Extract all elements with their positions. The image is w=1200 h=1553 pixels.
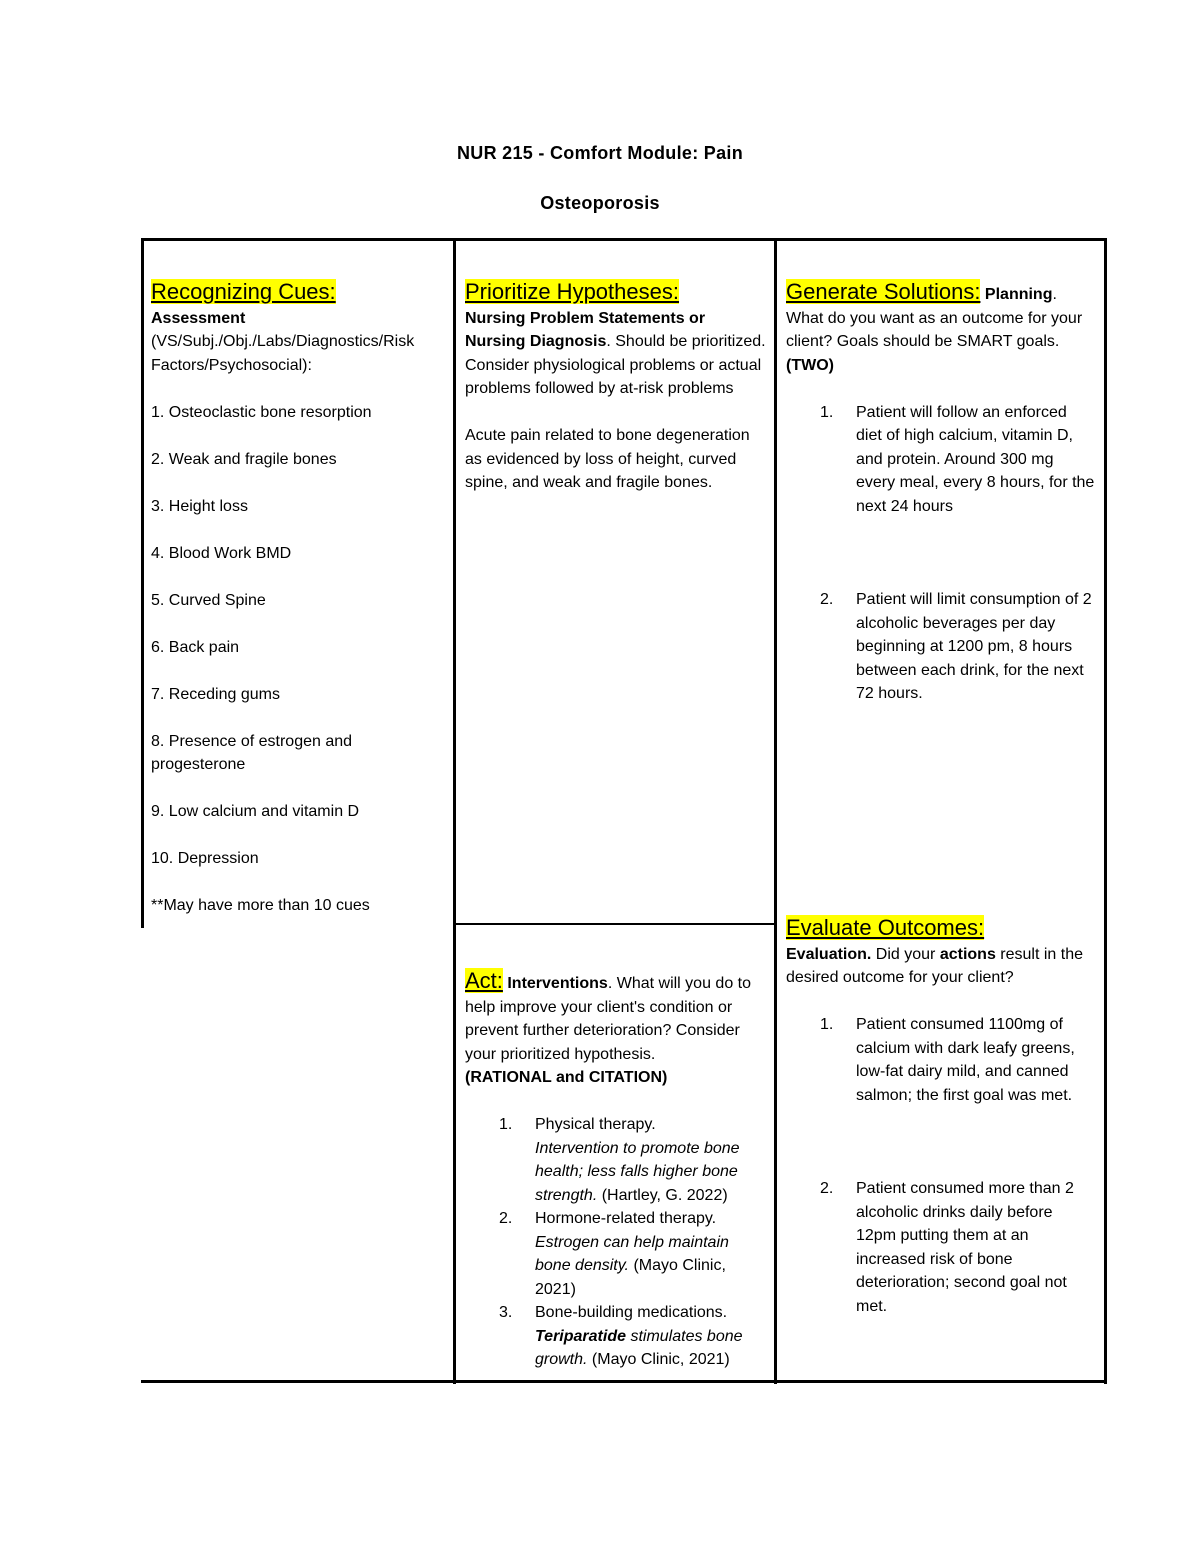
- intervention-item: 3. Bone-building medications. Teriparatide stimulates bone growth. (Mayo Clinic, 2021): [499, 1304, 743, 1368]
- recognizing-cues-heading: Recognizing Cues:: [151, 279, 336, 304]
- cue-item: 6. Back pain: [151, 638, 240, 656]
- cue-item: 10. Depression: [151, 850, 259, 867]
- outcome-item: 1. Patient consumed 1100mg of calcium with dark leafy greens, low-fat dairy mild, and canned salmon; the first goal was met.: [820, 1016, 1075, 1104]
- table-border-right: [1104, 238, 1107, 1384]
- page-title: NUR 215 - Comfort Module: Pain: [456, 143, 743, 163]
- goals-list-2: [786, 588, 1096, 706]
- recognizing-cues-cell: [151, 279, 447, 918]
- interventions-list: [465, 1113, 767, 1372]
- interventions-requirement: (RATIONAL and CITATION): [465, 1069, 668, 1086]
- cues-note: **May have more than 10 cues: [151, 897, 370, 914]
- planning-description: What do you want as an outcome for your client? Goals should be SMART goals.: [786, 309, 1083, 350]
- evaluation-label: Evaluation.: [786, 945, 872, 963]
- generate-solutions-heading: Generate Solutions:: [786, 279, 981, 304]
- act-heading: Act:: [465, 968, 503, 993]
- table-border-bottom: [141, 1380, 1107, 1383]
- goal-item: 1. Patient will follow an enforced diet of high calcium, vitamin D, and protein. Around 300 mg every meal, every 8 hours, for the next 24 hours: [820, 403, 1095, 515]
- cue-item: 7. Receding gums: [151, 685, 280, 703]
- assessment-description: (VS/Subj./Obj./Labs/Diagnostics/Risk Factors/Psychosocial):: [151, 333, 415, 374]
- table-divider-1: [453, 238, 456, 1384]
- nursing-diagnosis-statement: Acute pain related to bone degeneration as evidenced by loss of height, curved spine, and weak and fragile bones.: [465, 427, 750, 491]
- cue-item: 4. Blood Work BMD: [151, 544, 292, 562]
- cue-item: 9. Low calcium and vitamin D: [151, 803, 360, 820]
- outcomes-list: [786, 1013, 1096, 1107]
- cue-item: 1. Osteoclastic bone resorption: [151, 403, 372, 421]
- goals-list: [786, 401, 1096, 519]
- interventions-label: Interventions: [507, 975, 608, 992]
- intervention-item: 2. Hormone-related therapy. Estrogen can help maintain bone density. (Mayo Clinic, 2021): [499, 1210, 729, 1298]
- planning-count: (TWO): [786, 356, 834, 374]
- cue-item: 8. Presence of estrogen and progesterone: [151, 732, 353, 773]
- page-subtitle: Osteoporosis: [540, 193, 660, 213]
- evaluate-outcomes-heading: Evaluate Outcomes:: [786, 915, 985, 940]
- interventions-description: . What will you do to help improve your client's condition or prevent further deterioration? Consider your prioritized hypothesis.: [465, 975, 751, 1063]
- intervention-item: 1. Physical therapy. Intervention to promote bone health; less falls higher bone strength. (Hartley, G. 2022): [499, 1116, 740, 1204]
- table-row-divider: [453, 923, 777, 925]
- nursing-diagnosis-label: Nursing Problem Statements or Nursing Diagnosis: [465, 309, 706, 350]
- outcomes-list-2: [786, 1177, 1096, 1318]
- act-cell: [465, 968, 767, 1372]
- planning-label: Planning: [984, 286, 1053, 303]
- cue-item: 5. Curved Spine: [151, 591, 266, 609]
- generate-solutions-cell: Generate Solutions: Planning. What do you want as an outcome for your client? Goals should be SMART goals. (TWO) 1. Patient will follow an enforced diet of high calcium, vitamin D, and protein. Around 300 mg every meal, every 8 hours, for the next 24 hours 2. Patient will limit consumption of 2 alcoholic beverages per day beginning at 1200 pm, 8 hours between each drink, for the next 72 hours.: [786, 279, 1096, 706]
- goal-item: 2. Patient will limit consumption of 2 alcoholic beverages per day beginning at 1200 pm, 8 hours between each drink, for the next 72 hours.: [820, 591, 1092, 702]
- table-border-top: [141, 238, 1107, 241]
- table-border-left: [141, 238, 144, 928]
- outcome-item: 2. Patient consumed more than 2 alcoholic drinks daily before 12pm putting them at an increased risk of bone deterioration; second goal not met.: [820, 1180, 1074, 1315]
- assessment-label: Assessment: [151, 309, 246, 327]
- prioritize-hypotheses-cell: [465, 279, 767, 495]
- evaluate-outcomes-cell: Evaluate Outcomes: Evaluation. Did your actions result in the desired outcome for your client? 1. Patient consumed 1100mg of calcium with dark leafy greens, low-fat dairy mild, and canned salmon; the first goal was met. 2. Patient consumed more than 2 alcoholic drinks daily before 12pm putting them at an increased risk of bone deterioration; second goal not met.: [786, 915, 1096, 1318]
- cue-item: 3. Height loss: [151, 497, 248, 515]
- table-divider-2: [774, 238, 777, 1384]
- cue-item: 2. Weak and fragile bones: [151, 450, 337, 468]
- prioritize-hypotheses-heading: Prioritize Hypotheses:: [465, 279, 679, 304]
- nursing-diagnosis-description: . Should be prioritized. Consider physiological problems or actual problems followed by at-risk problems: [465, 333, 766, 397]
